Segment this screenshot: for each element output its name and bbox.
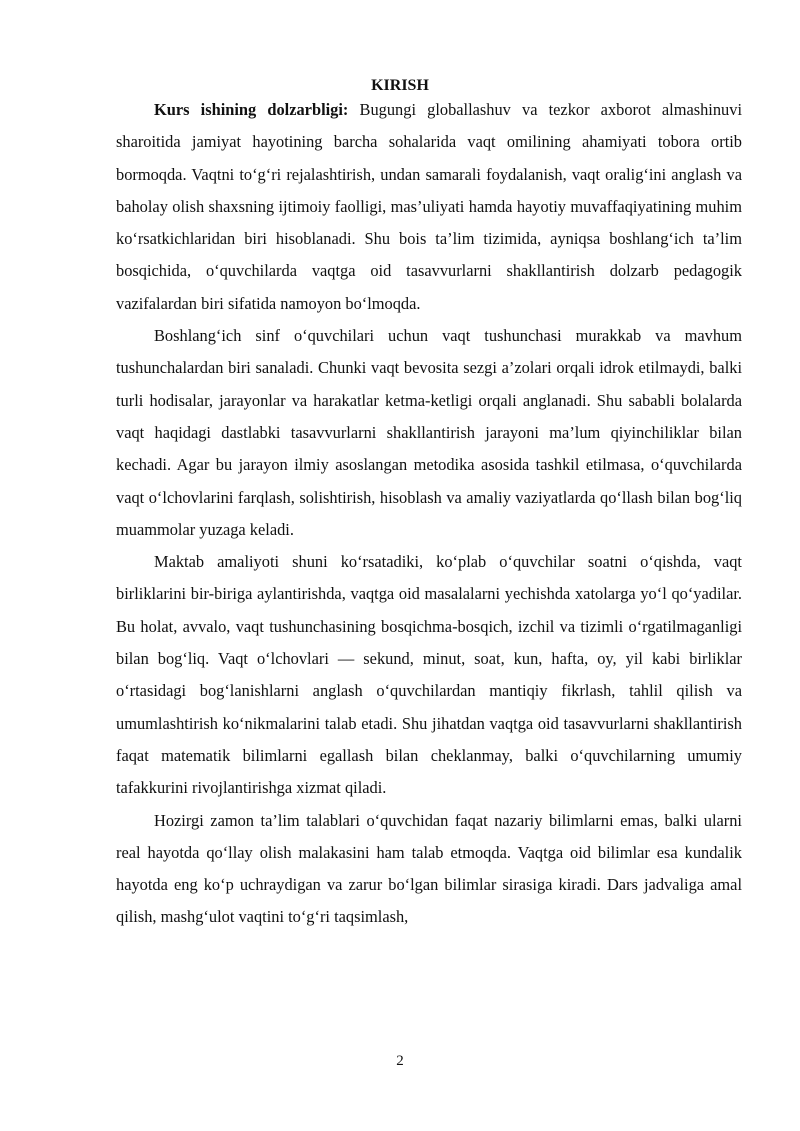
paragraph-text: Bugungi globallashuv va tezkor axborot almashinuvi sharoitida jamiyat hayotining barcha sohalarida vaqt omilining ahamiyati tobora ortib bormoqda. Vaqtni to‘g‘ri rejalashtirish, undan samarali foydalanish, vaqt oralig‘ini anglash va baholay olish shaxsning ijtimoiy faolligi, mas’uliyati hamda hayotiy muvaffaqiyatining muhim ko‘rsatkichlaridan biri hisoblanadi. Shu bois ta’lim tizimida, ayniqsa boshlang‘ich ta’lim bosqichida, o‘quvchilarda vaqtga oid tasavvurlarni shakllantirish dolzarb pedagogik vazifalardan biri sifatida namoyon bo‘lmoqda. [116, 100, 742, 313]
page-title: KIRISH [371, 77, 429, 94]
page-number: 2 [396, 1053, 404, 1069]
paragraph: Boshlang‘ich sinf o‘quvchilari uchun vaqt tushunchasi murakkab va mavhum tushunchalardan biri sanaladi. Chunki vaqt bevosita sezgi a’zolari orqali idrok etilmaydi, balki turli hodisalar, jarayonlar va harakatlar ketma-ketligi orqali anglanadi. Shu sababli bolalarda vaqt haqidagi dastlabki tasavvurlarni shakllantirish jarayoni ma’lum qiyinchiliklar bilan kechadi. Agar bu jarayon ilmiy asoslangan metodika asosida tashkil etilmasa, o‘quvchilarda vaqt o‘lchovlarini farqlash, solishtirish, hisoblash va amaliy vaziyatlarda qo‘llash bilan bog‘liq muammolar yuzaga keladi. [116, 326, 742, 539]
document-body [116, 94, 742, 934]
lead-label: Kurs ishining dolzarbligi: [154, 100, 349, 119]
paragraph-relevance [116, 94, 742, 320]
paragraph: Hozirgi zamon ta’lim talablari o‘quvchidan faqat nazariy bilimlarni emas, balki ularni real hayotda qo‘llay olish malakasini ham talab etmoqda. Vaqtga oid bilimlar esa kundalik hayotda eng ko‘p uchraydigan va zarur bo‘lgan bilimlar sirasiga kiradi. Dars jadvaliga amal qilish, mashg‘ulot vaqtini to‘g‘ri taqsimlash, [116, 810, 742, 927]
paragraph: Maktab amaliyoti shuni ko‘rsatadiki, ko‘plab o‘quvchilar soatni o‘qishda, vaqt birliklarini bir-biriga aylantirishda, vaqtga oid masalalarni yechishda xatolarga yo‘l qo‘yadilar. Bu holat, avvalo, vaqt tushunchasining bosqichma-bosqich, izchil va tizimli o‘rgatilmaganligi bilan bog‘liq. Vaqt o‘lchovlari — sekund, minut, soat, kun, hafta, oy, yil kabi birliklar o‘rtasidagi bog‘lanishlarni anglash o‘quvchilardan mantiqiy fikrlash, tahlil qilish va umumlashtirish ko‘nikmalarini talab etadi. Shu jihatdan vaqtga oid tasavvurlarni shakllantirish faqat matematik bilimlarni egallash bilan cheklanmay, balki o‘quvchilarning umumiy tafakkurini rivojlantirishga xizmat qiladi. [116, 552, 742, 798]
